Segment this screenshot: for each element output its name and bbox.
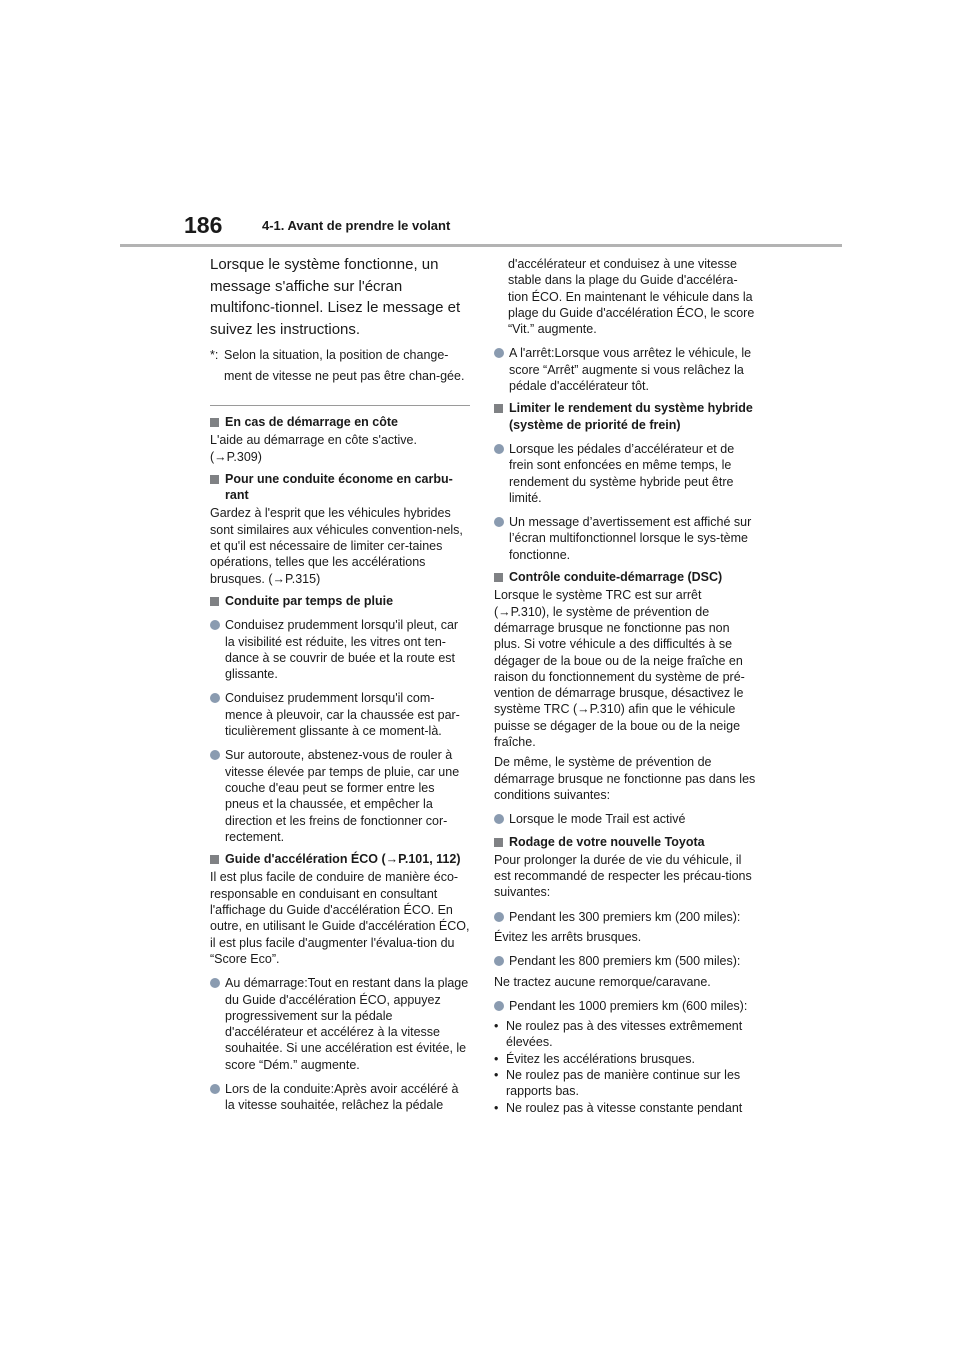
- square-bullet-icon: [210, 597, 219, 606]
- dash-list-item: • Évitez les accélérations brusques.: [494, 1051, 695, 1066]
- right-column: [494, 256, 756, 1116]
- section-text: De même, le système de prévention de démarrage brusque ne fonctionne pas dans les conditions suivantes:: [494, 755, 756, 802]
- circle-bullet-icon: [210, 978, 220, 988]
- list-item: Sur autoroute, abstenez-vous de rouler à vitesse élevée par temps de pluie, car une couche d'eau peut se former entre les pneus et la chaussée, et empêcher la direction et les freins de fonctionner cor-rectement.: [210, 747, 470, 845]
- section-title: Limiter le rendement du système hybride (système de priorité de frein): [509, 401, 753, 432]
- list-item: Pendant les 1000 premiers km (600 miles):: [494, 998, 756, 1014]
- footnote-text: Selon la situation, la position de change-ment de vitesse ne peut pas être chan-gée.: [224, 348, 465, 383]
- list-item: Un message d’avertissement est affiché sur l’écran multifonctionnel lorsque le sys-tème fonctionne.: [494, 514, 756, 563]
- list-item: Lorsque le mode Trail est activé: [494, 811, 756, 827]
- section-text: Ne tractez aucune remorque/caravane.: [494, 974, 711, 989]
- section-title: Guide d'accélération ÉCO (→P.101, 112): [225, 852, 461, 867]
- section-title: Pour une conduite économe en carbu-rant: [225, 471, 453, 503]
- dash-list-item: • Ne roulez pas de manière continue sur les rapports bas.: [494, 1068, 741, 1099]
- square-bullet-icon: [210, 855, 219, 864]
- section-dsc: [494, 569, 756, 827]
- circle-bullet-icon: [210, 620, 220, 630]
- list-item: Lorsque les pédales d’accélérateur et de frein sont enfoncées en même temps, le rendement du système hybride peut être limité.: [494, 441, 756, 506]
- square-bullet-icon: [494, 404, 503, 413]
- section-eco-driving: [210, 471, 470, 587]
- dash-list-item: • Ne roulez pas à des vitesses extrêmement élevées.: [494, 1019, 743, 1050]
- intro-paragraph: Lorsque le système fonctionne, un message s'affiche sur l'écran multifonc-tionnel. Lisez le message et suivez les instructions.: [210, 256, 461, 338]
- list-item: Lors de la conduite:Après avoir accéléré à la vitesse souhaitée, relâchez la pédale: [210, 1081, 470, 1114]
- section-divider: [210, 405, 470, 406]
- square-bullet-icon: [210, 475, 219, 484]
- section-title: En cas de démarrage en côte: [225, 415, 398, 429]
- section-eco-guide: [210, 851, 470, 1113]
- section-break-in: [494, 834, 756, 1116]
- circle-bullet-icon: [210, 1084, 220, 1094]
- section-title: Conduite par temps de pluie: [225, 593, 394, 608]
- circle-bullet-icon: [494, 444, 504, 454]
- section-eco-guide-cont: [494, 256, 756, 394]
- square-bullet-icon: [494, 573, 503, 582]
- chapter-title: 4-1. Avant de prendre le volant: [262, 218, 451, 233]
- circle-bullet-icon: [210, 693, 220, 703]
- page-number: 186: [184, 212, 223, 238]
- section-text: Évitez les arrêts brusques.: [494, 929, 642, 944]
- circle-bullet-icon: [494, 814, 504, 824]
- list-item: Pendant les 300 premiers km (200 miles):: [494, 909, 756, 925]
- continued-text: d'accélérateur et conduisez à une vitesse stable dans la plage du Guide d'accéléra-tion ÉCO. En maintenant le véhicule dans la plage du Guide d'accélération ÉCO, le score “Vit.” augmente.: [508, 257, 755, 337]
- section-text: Gardez à l'esprit que les véhicules hybrides sont similaires aux véhicules convention-nels, et qu'il est nécessaire de limiter cer-taines opérations, telles que les accélérations brusques. (→P.315): [210, 506, 463, 586]
- section-text: Lorsque le système TRC est sur arrêt (→P.310), le système de prévention de démarrage brusque ne fonctionne pas non plus. Si votre véhicule a des difficultés à se dégager de la boue ou de la neige fraîche en raison du fonctionnement du système de pré-vention de démarrage brusque, désactivez le système TRC (→P.310) afin que le véhicule puisse se dégager de la boue ou de la neige fraîche.: [494, 588, 745, 750]
- circle-bullet-icon: [494, 517, 504, 527]
- circle-bullet-icon: [494, 1001, 504, 1011]
- footnote: [210, 345, 470, 387]
- footnote-mark: *:: [210, 348, 219, 362]
- list-item: A l'arrêt:Lorsque vous arrêtez le véhicule, le score “Arrêt” augmente si vous relâchez la pédale d'accélérateur tôt.: [494, 345, 756, 394]
- section-rain: [210, 593, 470, 845]
- circle-bullet-icon: [494, 956, 504, 966]
- page-header: [184, 212, 450, 239]
- section-brake-priority: [494, 400, 756, 563]
- section-title: Rodage de votre nouvelle Toyota: [509, 834, 705, 849]
- circle-bullet-icon: [494, 348, 504, 358]
- circle-bullet-icon: [210, 750, 220, 760]
- circle-bullet-icon: [494, 912, 504, 922]
- section-text: Pour prolonger la durée de vie du véhicule, il est recommandé de respecter les précau-tions suivantes:: [494, 852, 752, 900]
- list-item: Pendant les 800 premiers km (500 miles):: [494, 953, 756, 969]
- left-column: [210, 254, 470, 1118]
- list-item: Conduisez prudemment lorsqu'il pleut, car la visibilité est réduite, les vitres ont ten-dance à se couvrir de buée et la route est glissante.: [210, 617, 470, 682]
- section-text: L'aide au démarrage en côte s'active. (→P.309): [210, 433, 417, 464]
- dash-list: [494, 1018, 756, 1116]
- section-title: Contrôle conduite-démarrage (DSC): [509, 570, 723, 585]
- dash-list-item: • Ne roulez pas à vitesse constante pendant: [494, 1100, 743, 1115]
- list-item: Conduisez prudemment lorsqu'il com-mence à pleuvoir, car la chaussée est par-ticulièrement glissante à ce moment-là.: [210, 690, 470, 739]
- square-bullet-icon: [210, 418, 219, 427]
- section-text: Il est plus facile de conduire de manière éco-responsable en conduisant en consultant l'affichage du Guide d'accélération ÉCO. En outre, en utilisant le Guide d'accélération ÉCO, il est plus facile d'augmenter l'évalua-tion du “Score Eco”.: [210, 870, 470, 966]
- list-item: Au démarrage:Tout en restant dans la plage du Guide d'accélération ÉCO, appuyez progressivement sur la pédale d'accélérateur et accélérez à la vitesse souhaitée. Si une accélération est évitée, le score “Dém.” augmente.: [210, 975, 470, 1073]
- section-hill-start: [210, 414, 470, 465]
- header-rule: [120, 244, 842, 247]
- square-bullet-icon: [494, 838, 503, 847]
